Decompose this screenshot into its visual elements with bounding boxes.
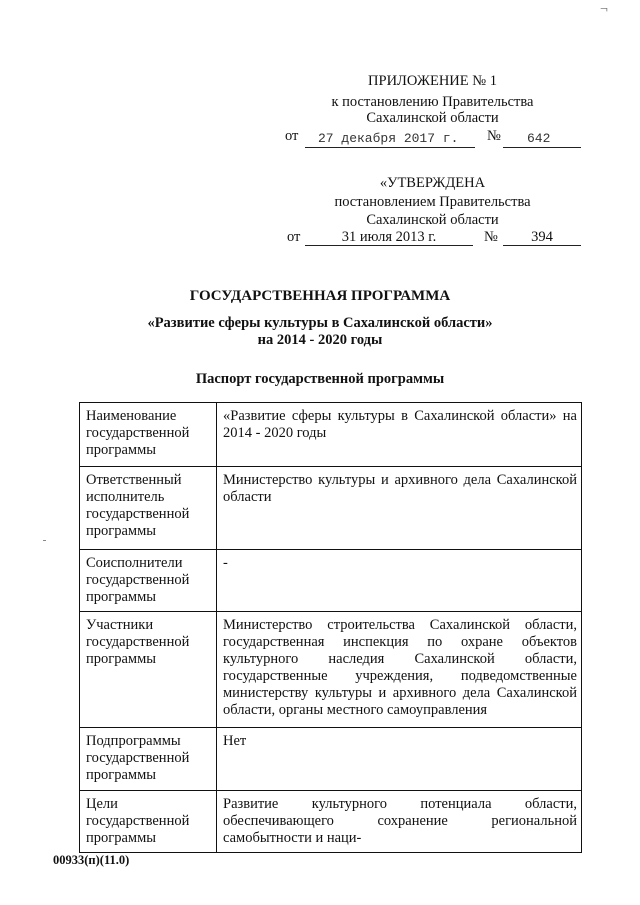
scan-speck <box>43 540 46 541</box>
date-prefix: от <box>285 128 299 144</box>
row-value: Нет <box>217 728 582 791</box>
number-underline <box>503 147 581 148</box>
approval-number-underline <box>503 245 581 246</box>
decree-number: 642 <box>527 131 551 146</box>
decree-date: 27 декабря 2017 г. <box>318 131 459 146</box>
table-row <box>80 467 582 550</box>
row-value: Развитие культурного потенциала области, обеспечивающего сохранение региональной самобытности и наци- <box>217 791 582 853</box>
row-label: Ответственный исполнитель государственной программы <box>80 467 217 550</box>
table-row <box>80 612 582 728</box>
approval-title: «УТВЕРЖДЕНА <box>379 175 486 191</box>
program-title: ГОСУДАРСТВЕННАЯ ПРОГРАММА <box>189 288 451 304</box>
row-value: Министерство культуры и архивного дела Сахалинской области <box>217 467 582 550</box>
table-row <box>80 728 582 791</box>
approval-number: 394 <box>531 229 553 245</box>
row-label: Подпрограммы государственной программы <box>80 728 217 791</box>
row-label: Соисполнители государственной программы <box>80 550 217 612</box>
approval-line-2: Сахалинской области <box>366 212 499 228</box>
table-row <box>80 403 582 467</box>
approval-number-prefix: № <box>484 229 498 245</box>
approval-date-prefix: от <box>287 229 301 245</box>
approval-date-underline <box>305 245 473 246</box>
row-label: Наименование государственной программы <box>80 403 217 467</box>
appendix-title: ПРИЛОЖЕНИЕ № 1 <box>368 73 497 89</box>
table-row <box>80 550 582 612</box>
program-subtitle: «Развитие сферы культуры в Сахалинской области» <box>147 315 493 331</box>
row-label: Участники государственной программы <box>80 612 217 728</box>
program-period: на 2014 - 2020 годы <box>257 332 383 348</box>
row-value: Министерство строительства Сахалинской области, государственная инспекция по охране объектов культурного наследия Сахалинской области, государственные учреждения, подведомственные министерству культуры и архивного дела Сахалинской области, органы местного самоуправления <box>217 612 582 728</box>
corner-mark: ¬ <box>600 2 608 17</box>
row-value: - <box>217 550 582 612</box>
passport-table <box>79 402 582 853</box>
approval-date: 31 июля 2013 г. <box>341 229 437 245</box>
document-code: 00933(п)(11.0) <box>53 853 130 867</box>
number-prefix: № <box>487 128 501 144</box>
date-underline <box>305 147 475 148</box>
table-row <box>80 791 582 853</box>
appendix-line-2: Сахалинской области <box>366 110 499 126</box>
appendix-line-1: к постановлению Правительства <box>331 94 534 110</box>
approval-line-1: постановлением Правительства <box>334 194 531 210</box>
row-value: «Развитие сферы культуры в Сахалинской области» на 2014 - 2020 годы <box>217 403 582 467</box>
row-label: Цели государственной программы <box>80 791 217 853</box>
passport-title: Паспорт государственной программы <box>195 371 445 387</box>
